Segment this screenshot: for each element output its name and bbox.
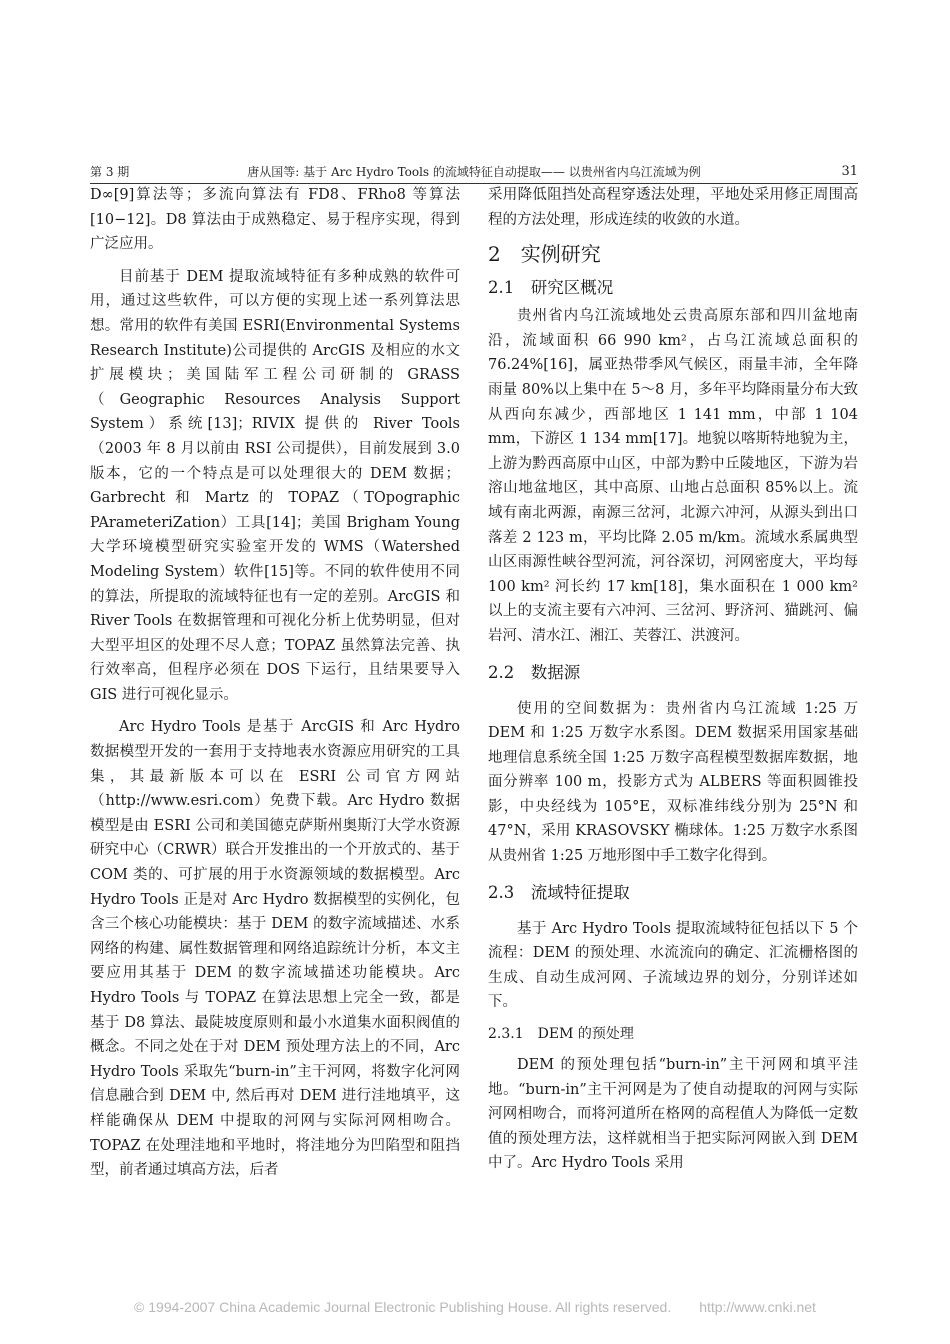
section-heading-2: 2 实例研究: [488, 242, 601, 267]
section-heading-2-2: 2.2 数据源: [488, 662, 581, 682]
page-number: 31: [841, 164, 858, 179]
running-header: [90, 163, 858, 181]
right-column: [488, 183, 858, 1176]
paragraph-dem-preprocessing: DEM 的预处理包括“burn-in”主干河网和填平洼地。“burn-in”主干河网是为了使自动提取的河网与实际河网相吻合，而将河道所在格网的高程值人为降低一定数值的预处理方法，这样就相当于把实际河网嵌入到 DEM 中了。Arc Hydro Tools 采用: [488, 1057, 858, 1172]
running-title: 唐从国等: 基于 Arc Hydro Tools 的流域特征自动提取—— 以贵州省内乌江流域为例: [247, 165, 701, 179]
paragraph-study-area: 贵州省内乌江流域地处云贵高原东部和四川盆地南沿，流域面积 66 990 km²，占乌江流域总面积的 76.24%[16]，属亚热带季风气候区，雨量丰沛，全年降雨量 80%以上集中在 5～8 月，多年平均降雨量分布大致从西向东减少，西部地区 1 141 mm，中部 1 104 mm，下游区 1 134 mm[17]。地貌以喀斯特地貌为主，上游为黔西高原中山区，中部为黔中丘陵地区，下游为岩溶山地盆地区，其中高原、山地占总面积 85%以上。流域有南北两源，南源三岔河，北源六冲河，从源头到出口落差 2 123 m，平均比降 2.05 m/km。流域水系属典型山区雨源性峡谷型河流，河谷深切，河网密度大，平均每 100 km² 河长约 17 km[18]，集水面积在 1 000 km² 以上的支流主要有六冲河、三岔河、野济河、猫跳河、偏岩河、清水江、湘江、芙蓉江、洪渡河。: [488, 308, 858, 644]
paragraph-feature-extraction: 基于 Arc Hydro Tools 提取流域特征包括以下 5 个流程：DEM 的预处理、水流流向的确定、汇流栅格图的生成、自动生成河网、子流域边界的划分，分别详述如下。: [488, 920, 858, 1011]
paragraph-algorithms: D∞[9]算法等；多流向算法有 FD8、FRho8 等算法[10−12]。D8 算法由于成熟稳定、易于程序实现，得到广泛应用。: [90, 187, 460, 253]
section-heading-2-1: 2.1 研究区概况: [488, 278, 614, 298]
left-column: [90, 183, 460, 1183]
copyright-footer: © 1994-2007 China Academic Journal Electronic Publishing House. All rights reserved. http://www.cnki.net: [134, 1299, 816, 1315]
issue-label: 第 3 期: [90, 165, 130, 179]
paragraph-software: 目前基于 DEM 提取流域特征有多种成熟的软件可用，通过这些软件，可以方便的实现上述一系列算法思想。常用的软件有美国 ESRI(Environmental Systems Research Institute)公司提供的 ArcGIS 及相应的水文扩展模块；美国陆军工程公司研制的 GRASS（Geographic Resources Analysis Support System）系统[13]；RIVIX 提供的 River Tools（2003 年 8 月以前由 RSI 公司提供），目前发展到 3.0 版本，它的一个特点是可以处理很大的 DEM 数据；Garbrecht 和 Martz 的 TOPAZ（TOpographic PArameteriZation）工具[14]；美国 Brigham Young 大学环境模型研究实验室开发的 WMS（Watershed Modeling System）软件[15]等。不同的软件使用不同的算法，所提取的流域特征也有一定的差别。ArcGIS 和 River Tools 在数据管理和可视化分析上优势明显，但对大型平坦区的处理不尽人意；TOPAZ 虽然算法完善、执行效率高，但程序必须在 DOS 下运行，且结果要导入 GIS 进行可视化显示。: [90, 268, 460, 703]
paragraph-continued: 采用降低阻挡处高程穿透法处理，平地处采用修正周围高程的方法处理，形成连续的收敛的水道。: [488, 187, 858, 228]
paragraph-arc-hydro-tools: Arc Hydro Tools 是基于 ArcGIS 和 Arc Hydro 数据模型开发的一套用于支持地表水资源应用研究的工具集，其最新版本可以在 ESRI 公司官方网站（http://www.esri.com）免费下载。Arc Hydro 数据模型是由 ESRI 公司和美国德克萨斯州奥斯汀大学水资源研究中心（CRWR）联合开发推出的一个开放式的、基于 COM 类的、可扩展的用于水资源领域的数据模型。Arc Hydro Tools 正是对 Arc Hydro 数据模型的实例化，包含三个核心功能模块：基于 DEM 的数字流域描述、水系网络的构建、属性数据管理和网络追踪统计分析，本文主要应用其基于 DEM 的数字流域描述功能模块。Arc Hydro Tools 与 TOPAZ 在算法思想上完全一致，都是基于 D8 算法、最陡坡度原则和最小水道集水面积阀值的概念。不同之处在于对 DEM 预处理方法上的不同，Arc Hydro Tools 采取先“burn-in”主干河网，将数字化河网信息融合到 DEM 中, 然后再对 DEM 进行洼地填平，这样能确保从 DEM 中提取的河网与实际河网相吻合。TOPAZ 在处理洼地和平地时，将洼地分为凹陷型和阻挡型，前者通过填高方法，后者: [90, 719, 460, 1179]
paragraph-data-source: 使用的空间数据为：贵州省内乌江流域 1:25 万 DEM 和 1:25 万数字水系图。DEM 数据采用国家基础地理信息系统全国 1:25 万数字高程模型数据库数据，地面分辨率 100 m，投影方式为 ALBERS 等面积圆锥投影，中央经线为 105°E，双标准纬线分别为 25°N 和 47°N，采用 KRASOVSKY 椭球体。1:25 万数字水系图从贵州省 1:25 万地形图中手工数字化得到。: [488, 700, 858, 865]
section-heading-2-3: 2.3 流域特征提取: [488, 882, 630, 902]
section-heading-2-3-1: 2.3.1 DEM 的预处理: [488, 1026, 634, 1043]
